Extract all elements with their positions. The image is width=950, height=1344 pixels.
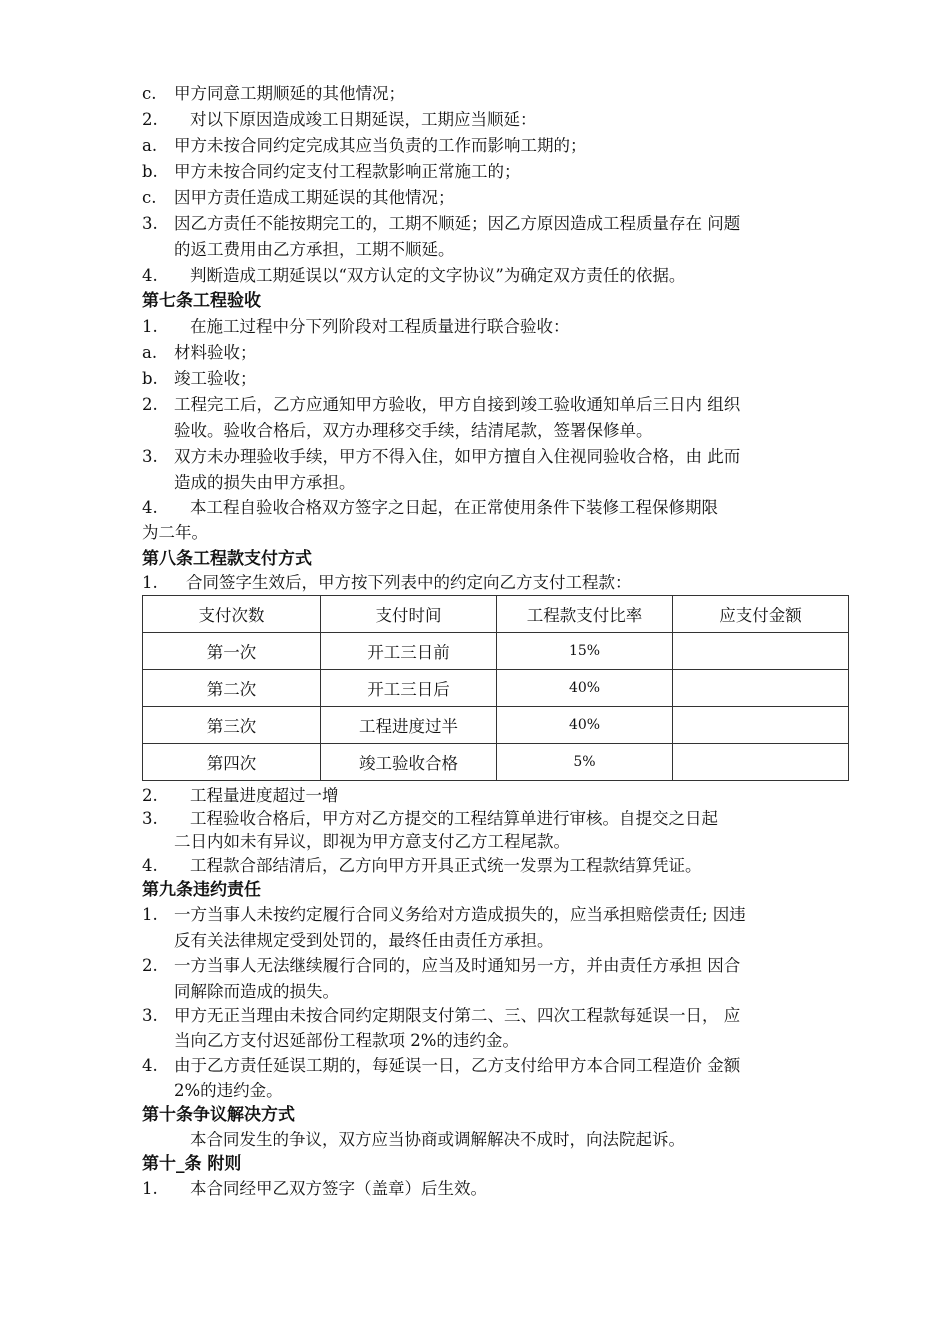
list-item: [142, 342, 257, 364]
list-marker: a.: [142, 136, 158, 155]
list-continuation: 的返工费用由乙方承担，工期不顺延。: [174, 240, 455, 259]
list-continuation: 验收。验收合格后，双方办理移交手续，结清尾款，签署保修单。: [174, 421, 653, 440]
table-row: [143, 633, 849, 670]
list-text: 判断造成工期延误以“双方认定的文字协议”为确定双方责任的依据。: [190, 266, 686, 285]
list-item: [142, 572, 632, 594]
list-text: 甲方未按合同约定支付工程款影响正常施工的；: [174, 162, 521, 181]
list-text: 工程量进度超过一增: [190, 786, 339, 805]
list-item: [142, 955, 740, 977]
table-row: [143, 707, 849, 744]
list-text: 工程完工后，乙方应通知甲方验收，甲方自接到竣工验收通知单后三日内 组织: [174, 395, 741, 414]
list-item: [142, 446, 740, 468]
list-item: [142, 808, 718, 830]
payment-schedule-table: [142, 595, 849, 781]
list-item: [142, 394, 740, 416]
list-text: 双方未办理验收手续，甲方不得入住，如甲方擅自入住视同验收合格，由 此而: [174, 447, 741, 466]
list-text: 甲方同意工期顺延的其他情况；: [174, 84, 405, 103]
list-text: 一方当事人无法继续履行合同的，应当及时通知另一方，并由责任方承担 因合: [174, 956, 741, 975]
list-continuation: 反有关法律规定受到处罚的，最终任由责任方承担。: [174, 931, 554, 950]
list-marker: 1.: [142, 905, 158, 924]
list-continuation: 2%的违约金。: [174, 1081, 283, 1100]
list-item: [142, 497, 718, 519]
list-marker: 4.: [142, 856, 158, 875]
table-header-cell: 支付次数: [143, 596, 321, 633]
list-text: 由于乙方责任延误工期的，每延误一日，乙方支付给甲方本合同工程造价 金额: [174, 1056, 741, 1075]
list-marker: 2.: [142, 956, 158, 975]
table-cell: 开工三日前: [321, 633, 497, 670]
list-text: 一方当事人未按约定履行合同义务给对方造成损失的，应当承担赔偿责任; 因违: [174, 905, 746, 924]
list-item: [142, 1005, 740, 1027]
list-marker: c.: [142, 84, 157, 103]
table-row: [143, 670, 849, 707]
table-header-cell: 支付时间: [321, 596, 497, 633]
section-heading: 第十_条 附则: [142, 1154, 242, 1174]
list-marker: 4.: [142, 266, 158, 285]
list-item: [142, 855, 702, 877]
table-header-row: [143, 596, 849, 633]
list-marker: a.: [142, 343, 158, 362]
table-cell: 第三次: [143, 707, 321, 744]
table-cell: 第二次: [143, 670, 321, 707]
section-heading: 第十条争议解决方式: [142, 1105, 295, 1125]
list-text: 对以下原因造成竣工日期延误，工期应当顺延：: [190, 110, 537, 129]
list-continuation: 造成的损失由甲方承担。: [174, 473, 356, 492]
list-item: [142, 161, 521, 183]
list-item: [142, 316, 570, 338]
list-marker: 2.: [142, 395, 158, 414]
section-heading: 第八条工程款支付方式: [142, 549, 312, 569]
list-item: [142, 265, 685, 287]
list-marker: 3.: [142, 809, 158, 828]
list-marker: 1.: [142, 1179, 158, 1198]
list-marker: c.: [142, 188, 157, 207]
list-text: 在施工过程中分下列阶段对工程质量进行联合验收：: [190, 317, 570, 336]
table-cell: [673, 670, 849, 707]
list-item: [142, 187, 455, 209]
list-marker: 3.: [142, 1006, 158, 1025]
table-row: [143, 744, 849, 781]
table-cell: 竣工验收合格: [321, 744, 497, 781]
table-cell: 40%: [497, 707, 673, 744]
list-marker: b.: [142, 162, 158, 181]
table-header-cell: 应支付金额: [673, 596, 849, 633]
table-cell: [673, 744, 849, 781]
list-text: 工程款合部结清后，乙方向甲方开具正式统一发票为工程款结算凭证。: [190, 856, 702, 875]
list-text: 本合同经甲乙双方签字（盖章）后生效。: [190, 1179, 487, 1198]
paragraph: 本合同发生的争议，双方应当协商或调解解决不成时，向法院起诉。: [190, 1130, 685, 1149]
list-marker: 1.: [142, 317, 158, 336]
table-cell: [673, 633, 849, 670]
list-item: [142, 135, 587, 157]
list-item: [142, 785, 339, 807]
list-marker: 3.: [142, 447, 158, 466]
list-text: 因甲方责任造成工期延误的其他情况；: [174, 188, 455, 207]
list-continuation: 为二年。: [142, 523, 208, 542]
list-continuation: 同解除而造成的损失。: [174, 982, 339, 1001]
list-item: [142, 1178, 487, 1200]
list-item: [142, 213, 740, 235]
list-item: [142, 109, 537, 131]
table-cell: 第一次: [143, 633, 321, 670]
list-text: 因乙方责任不能按期完工的，工期不顺延；因乙方原因造成工程质量存在 问题: [174, 214, 741, 233]
section-heading: 第九条违约责任: [142, 880, 261, 900]
table-cell: 工程进度过半: [321, 707, 497, 744]
list-item: [142, 1055, 740, 1077]
list-continuation: 二日内如未有异议，即视为甲方意支付乙方工程尾款。: [174, 832, 570, 851]
list-text: 竣工验收；: [174, 369, 257, 388]
list-item: [142, 368, 257, 390]
list-marker: 4.: [142, 1056, 158, 1075]
list-text: 合同签字生效后，甲方按下列表中的约定向乙方支付工程款：: [186, 573, 632, 592]
list-item: [142, 904, 746, 926]
table-cell: 第四次: [143, 744, 321, 781]
list-continuation: 当向乙方支付迟延部份工程款项 2%的违约金。: [174, 1031, 519, 1050]
table-cell: 5%: [497, 744, 673, 781]
list-marker: 2.: [142, 786, 158, 805]
list-item: [142, 83, 405, 105]
list-text: 工程验收合格后，甲方对乙方提交的工程结算单进行审核。自提交之日起: [190, 809, 718, 828]
table-cell: 开工三日后: [321, 670, 497, 707]
list-text: 材料验收；: [174, 343, 257, 362]
table-header-cell: 工程款支付比率: [497, 596, 673, 633]
list-marker: b.: [142, 369, 158, 388]
table-cell: [673, 707, 849, 744]
list-marker: 2.: [142, 110, 158, 129]
list-marker: 3.: [142, 214, 158, 233]
section-heading: 第七条工程验收: [142, 291, 261, 311]
list-marker: 4.: [142, 498, 158, 517]
list-marker: 1.: [142, 573, 158, 592]
list-text: 甲方未按合同约定完成其应当负责的工作而影响工期的；: [174, 136, 587, 155]
list-text: 本工程自验收合格双方签字之日起，在正常使用条件下装修工程保修期限: [190, 498, 718, 517]
table-cell: 15%: [497, 633, 673, 670]
list-text: 甲方无正当理由未按合同约定期限支付第二、三、四次工程款每延误一日， 应: [174, 1006, 741, 1025]
table-cell: 40%: [497, 670, 673, 707]
